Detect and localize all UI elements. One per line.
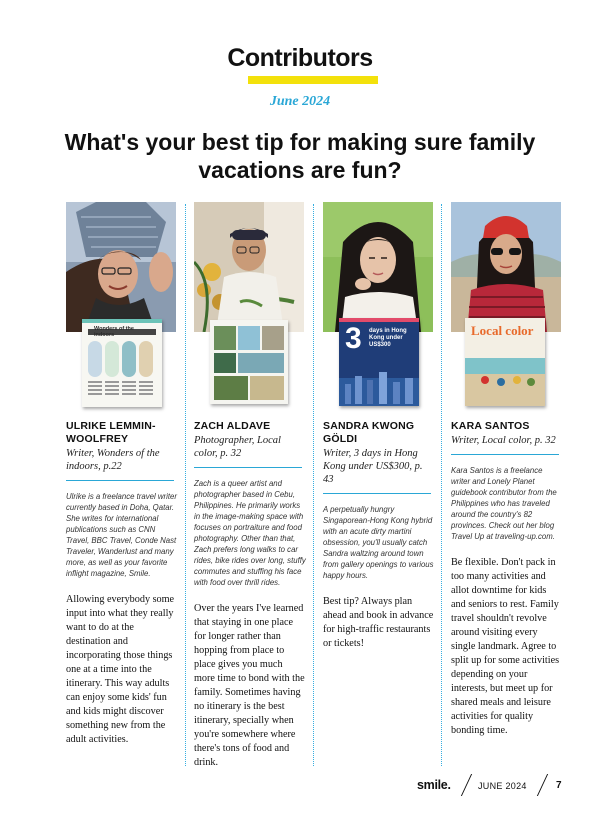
portrait-photo [451,202,561,332]
magazine-caption: days in Hong Kong under US$300 [369,328,407,348]
column-divider [185,204,186,766]
portrait-photo [66,202,176,332]
contributor-name: KARA SANTOS [451,420,530,432]
contributor-role: Writer, Local color, p. 32 [451,435,556,446]
contributor-photo-area [323,202,435,407]
column-divider [441,204,442,766]
magazine-cover-image [339,318,419,406]
contributor-photo-area [451,202,563,407]
contributor-bio: A perpetually hungry Singaporean-Hong Kong hybrid with an acute dirty martini obsession, you'll usually catch Sandra waltzing around town from gallery openings to various happy hours. [323,505,434,580]
magazine-logo: smile. [417,778,451,792]
page-number: 7 [556,780,562,791]
contributor-tip: Allowing everybody some input into what they really want to do at the destination and incorporating those things one at a time into the itinerary. This way adults can enjoy some kids' fun and kids might discover something new from the adult activities. [66,594,175,745]
contributor-role: Writer, Wonders of the indoors, p.22 [66,448,160,472]
magazine-caption: Local color [471,323,534,338]
contributor-name: ZACH ALDAVE [194,420,271,432]
contributor-role: Photographer, Local color, p. 32 [194,435,281,459]
contributor-bio: Zach is a queer artist and photographer based in Cebu, Philippines. He primarily works in the image-making space with focuses on portraiture and food photography. Other than that, Zach prefers long walks to car rides, bike rides over long, stuffy commutes and stuffing his face with food over thrill rides. [194,479,306,587]
column-divider [313,204,314,766]
section-rule [323,493,431,494]
contributor-photo-area [66,202,178,407]
magazine-spread-image [210,320,288,404]
contributor-name: SANDRA KWONG GÖLDI [323,420,415,445]
question-heading: What's your best tip for making sure family vacations are fun? [64,129,536,183]
portrait-photo [323,202,433,332]
contributor-sandra [323,202,435,767]
contributor-role: Writer, 3 days in Hong Kong under US$300, p. 43 [323,448,423,485]
section-rule [451,454,559,455]
section-title: Contributors [227,44,373,72]
contributor-zach [194,202,306,767]
contributor-photo-area [194,202,306,407]
section-rule [66,480,174,481]
portrait-photo [194,202,304,332]
contributor-tip: Best tip? Always plan ahead and book in advance for high-traffic restaurants or tickets! [323,596,434,649]
contributor-name: ULRIKE LEMMIN-WOOLFREY [66,420,156,445]
footer-separator [537,774,548,796]
magazine-spread-image [465,318,545,406]
issue-date: June 2024 [269,94,331,109]
contributor-bio: Ulrike is a freelance travel writer currently based in Doha, Qatar. She writes for international publications such as CNN Travel, BBC Travel, Conde Nast Traveler, Wanderlust and many more, as well as your favorite inflight magazine, Smile. [66,492,177,578]
section-rule [194,467,302,468]
contributor-tip: Over the years I've learned that staying in one place for longer rather than hopping from place to place gives you much more time to bond with the family. Sometimes having no itinerary is the best itinerary, specially when you're somewhere where there's tons of food and drink. [194,603,305,768]
footer-separator [461,774,472,796]
contributor-ulrike [66,202,178,767]
contributor-tip: Be flexible. Don't pack in too many activities and allot downtime for kids and seniors to rest. Family travel shouldn't revolve around visiting every single landmark. Agree to split up for some activities depending on your interests, but meet up for shared meals and leisure activities for quality bonding time. [451,557,560,736]
magazine-caption: Wonders of the indoors [94,326,134,338]
magazine-number: 3 [345,322,362,355]
contributor-kara [451,202,563,767]
footer-date: JUNE 2024 [478,781,527,791]
contributor-bio: Kara Santos is a freelance writer and Lonely Planet guidebook contributor from the Philippines who has traveled around the country's 82 provinces. Check out her blog Travel Up at traveling-up.com. [451,466,557,541]
title-highlight-bar [248,76,378,84]
